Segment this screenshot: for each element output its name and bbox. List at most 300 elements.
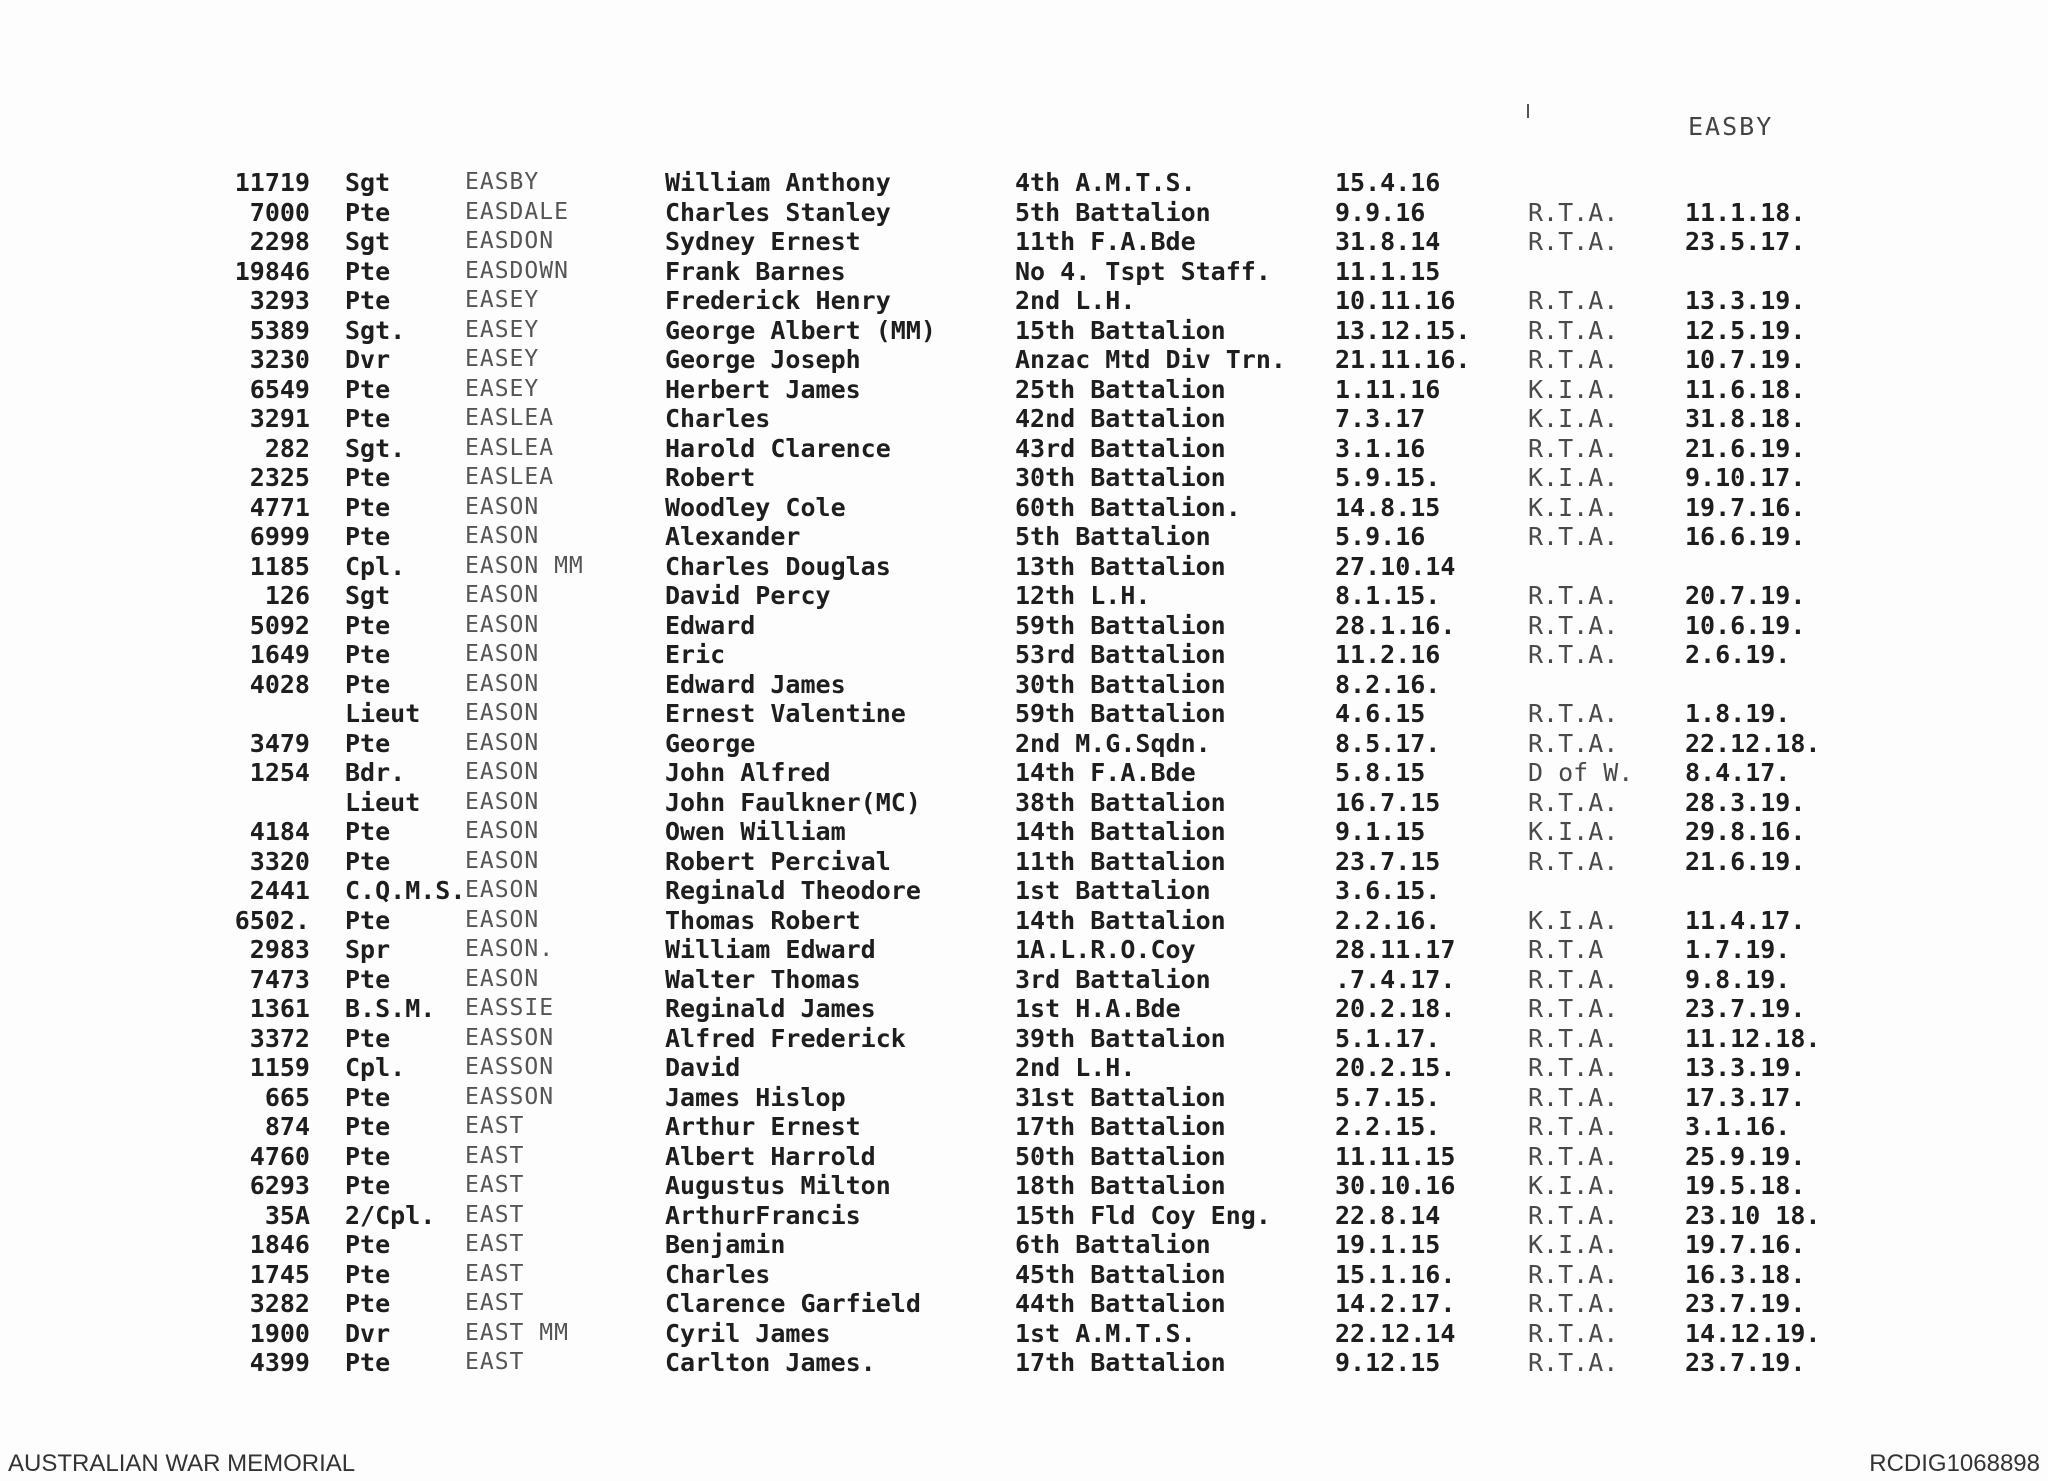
given-names: Augustus Milton — [665, 1171, 891, 1200]
enlistment-date: 27.10.14 — [1335, 551, 1456, 581]
surname: EASEY — [465, 316, 540, 343]
fate-date: 8.4.17. — [1685, 758, 1791, 787]
unit: 17th Battalion — [1015, 1112, 1226, 1141]
fate: R.T.A. — [1528, 1259, 1619, 1289]
rank: 2/Cpl. — [345, 1200, 436, 1230]
enlistment-date: 9.12.15 — [1335, 1348, 1441, 1377]
surname: EASSIE — [465, 995, 555, 1021]
rank: Pte — [345, 522, 391, 551]
service-number: 4760 — [249, 1141, 310, 1171]
service-number: 3282 — [249, 1289, 310, 1318]
service-number: 4028 — [249, 669, 310, 699]
given-names: James Hislop — [665, 1082, 846, 1112]
surname: EAST — [465, 1201, 525, 1228]
rank: Sgt. — [345, 433, 406, 463]
unit: 1st A.M.T.S. — [1015, 1318, 1196, 1348]
enlistment-date: 11.2.16 — [1335, 640, 1441, 669]
enlistment-date: 9.9.16 — [1335, 197, 1426, 227]
service-number: 282 — [264, 433, 310, 463]
fate-date: 23.5.17. — [1685, 227, 1806, 256]
surname: EASSON — [465, 1083, 555, 1110]
rank: Pte — [345, 905, 391, 935]
unit: 15th Fld Coy Eng. — [1015, 1200, 1271, 1230]
rank: Pte — [345, 964, 391, 994]
enlistment-date: 31.8.14 — [1335, 227, 1441, 256]
surname: EAST — [465, 1260, 525, 1287]
unit: Anzac Mtd Div Trn. — [1015, 345, 1286, 374]
service-number: 2983 — [249, 935, 310, 964]
surname: EASDOWN — [465, 257, 569, 284]
given-names: Alexander — [665, 522, 801, 551]
surname: EASON — [465, 523, 540, 549]
service-number: 4399 — [249, 1348, 310, 1377]
rank: Pte — [345, 1230, 391, 1259]
unit: 11th Battalion — [1015, 846, 1226, 876]
enlistment-date: 23.7.15 — [1335, 846, 1441, 876]
given-names: John Alfred — [665, 758, 831, 787]
surname: EASEY — [465, 346, 540, 372]
unit: 2nd L.H. — [1015, 1053, 1136, 1082]
surname: EASON — [465, 877, 540, 903]
unit: 25th Battalion — [1015, 374, 1226, 404]
given-names: Owen William — [665, 817, 846, 846]
surname: EASON — [465, 670, 540, 697]
surname: EASON — [465, 700, 540, 726]
service-number: 1846 — [249, 1230, 310, 1259]
rank: Pte — [345, 463, 391, 492]
surname: EASON — [465, 493, 540, 520]
unit: 31st Battalion — [1015, 1082, 1226, 1112]
given-names: Charles — [665, 404, 771, 433]
fate-date: 19.7.16. — [1685, 1230, 1806, 1259]
unit: 5th Battalion — [1015, 522, 1211, 551]
enlistment-date: 5.8.15 — [1335, 758, 1426, 787]
service-number: 2298 — [249, 227, 310, 256]
enlistment-date: 20.2.15. — [1335, 1053, 1456, 1082]
table-row — [0, 994, 2048, 1024]
enlistment-date: 7.3.17 — [1335, 404, 1426, 433]
enlistment-date: 15.1.16. — [1335, 1259, 1456, 1289]
given-names: Charles — [665, 1259, 771, 1289]
table-row — [0, 1083, 2048, 1113]
fate: K.I.A. — [1528, 1230, 1619, 1259]
fate-date: 29.8.16. — [1685, 817, 1806, 846]
given-names: Harold Clarence — [665, 433, 891, 463]
given-names: Woodley Cole — [665, 492, 846, 522]
surname: EASON — [465, 729, 540, 756]
table-row — [0, 758, 2048, 788]
fate: R.T.A. — [1528, 787, 1619, 817]
given-names: Albert Harrold — [665, 1141, 876, 1171]
rank: Pte — [345, 374, 391, 404]
service-number: 3372 — [249, 1023, 310, 1053]
rank: Pte — [345, 1112, 391, 1141]
fate: R.T.A. — [1528, 227, 1619, 256]
fate-date: 28.3.19. — [1685, 787, 1806, 817]
service-number: 3230 — [249, 345, 310, 374]
service-number: 6549 — [249, 374, 310, 404]
rank: Pte — [345, 1348, 391, 1377]
given-names: Benjamin — [665, 1230, 786, 1259]
given-names: Charles Stanley — [665, 197, 891, 227]
service-number: 19846 — [234, 256, 310, 286]
enlistment-date: .7.4.17. — [1335, 964, 1456, 994]
fate: R.T.A. — [1528, 581, 1619, 610]
footer-record-id: RCDIG1068898 — [1869, 1450, 2040, 1477]
fate: R.T.A. — [1528, 1200, 1619, 1230]
rank: Pte — [345, 1023, 391, 1053]
service-number: 1159 — [249, 1053, 310, 1082]
table-row — [0, 286, 2048, 316]
given-names: Reginald James — [665, 994, 876, 1023]
table-row — [0, 1260, 2048, 1290]
fate-date: 10.7.19. — [1685, 345, 1806, 374]
fate: R.T.A. — [1528, 1318, 1619, 1348]
service-number: 6999 — [249, 522, 310, 551]
enlistment-date: 13.12.15. — [1335, 315, 1471, 345]
given-names: David — [665, 1053, 741, 1082]
given-names: Ernest Valentine — [665, 699, 906, 728]
surname: EASON — [465, 847, 540, 874]
rank: Cpl. — [345, 1053, 406, 1082]
enlistment-date: 4.6.15 — [1335, 699, 1426, 728]
fate-date: 11.4.17. — [1685, 905, 1806, 935]
fate: K.I.A. — [1528, 463, 1619, 492]
surname: EASDALE — [465, 198, 569, 225]
table-row — [0, 1289, 2048, 1319]
enlistment-date: 19.1.15 — [1335, 1230, 1441, 1259]
fate-date: 11.6.18. — [1685, 374, 1806, 404]
pen-tick-mark — [1527, 104, 1529, 118]
unit: 43rd Battalion — [1015, 433, 1226, 463]
unit: 3rd Battalion — [1015, 964, 1211, 994]
given-names: ArthurFrancis — [665, 1200, 861, 1230]
surname: EASON. — [465, 936, 555, 962]
table-row — [0, 1230, 2048, 1260]
fate: R.T.A. — [1528, 610, 1619, 640]
service-number: 4771 — [249, 492, 310, 522]
surname: EASBY — [465, 169, 540, 195]
service-number: 3291 — [249, 404, 310, 433]
unit: 13th Battalion — [1015, 551, 1226, 581]
service-number: 1254 — [249, 758, 310, 787]
fate-date: 22.12.18. — [1685, 728, 1821, 758]
rank: Pte — [345, 1289, 391, 1318]
rank: Pte — [345, 256, 391, 286]
service-number: 7473 — [249, 964, 310, 994]
fate-date: 23.7.19. — [1685, 1348, 1806, 1377]
fate-date: 23.7.19. — [1685, 1289, 1806, 1318]
fate: R.T.A. — [1528, 1053, 1619, 1082]
given-names: Edward — [665, 610, 756, 640]
surname: EASLEA — [465, 434, 555, 461]
unit: No 4. Tspt Staff. — [1015, 256, 1271, 286]
service-number: 3479 — [249, 728, 310, 758]
given-names: Carlton James. — [665, 1348, 876, 1377]
fate: R.T.A. — [1528, 197, 1619, 227]
table-row — [0, 935, 2048, 965]
given-names: Frank Barnes — [665, 256, 846, 286]
service-number: 1900 — [249, 1318, 310, 1348]
unit: 11th F.A.Bde — [1015, 227, 1196, 256]
enlistment-date: 9.1.15 — [1335, 817, 1426, 846]
enlistment-date: 2.2.16. — [1335, 905, 1441, 935]
fate: R.T.A. — [1528, 964, 1619, 994]
enlistment-date: 5.1.17. — [1335, 1023, 1441, 1053]
fate-date: 21.6.19. — [1685, 433, 1806, 463]
fate: R.T.A. — [1528, 1289, 1619, 1318]
surname: EASSON — [465, 1054, 555, 1080]
fate: K.I.A. — [1528, 817, 1619, 846]
fate-date: 20.7.19. — [1685, 581, 1806, 610]
unit: 30th Battalion — [1015, 669, 1226, 699]
surname: EASON — [465, 641, 540, 667]
fate-date: 2.6.19. — [1685, 640, 1791, 669]
rank: Pte — [345, 846, 391, 876]
fate: R.T.A. — [1528, 286, 1619, 315]
surname: EAST — [465, 1231, 525, 1257]
rank: Lieut — [345, 699, 421, 728]
surname: EASEY — [465, 287, 540, 313]
fate: R.T.A. — [1528, 345, 1619, 374]
fate-date: 14.12.19. — [1685, 1318, 1821, 1348]
enlistment-date: 5.9.15. — [1335, 463, 1441, 492]
table-row — [0, 1201, 2048, 1231]
surname: EASON — [465, 759, 540, 785]
fate: R.T.A. — [1528, 1112, 1619, 1141]
table-row — [0, 581, 2048, 611]
surname: EASON — [465, 906, 540, 933]
fate-date: 19.7.16. — [1685, 492, 1806, 522]
rank: Pte — [345, 610, 391, 640]
rank: Pte — [345, 640, 391, 669]
given-names: George — [665, 728, 756, 758]
enlistment-date: 11.1.15 — [1335, 256, 1441, 286]
rank: Pte — [345, 1082, 391, 1112]
fate: D of W. — [1528, 758, 1634, 787]
given-names: Sydney Ernest — [665, 227, 861, 256]
service-number: 3293 — [249, 286, 310, 315]
fate: K.I.A. — [1528, 905, 1619, 935]
fate: R.T.A — [1528, 935, 1604, 964]
unit: 6th Battalion — [1015, 1230, 1211, 1259]
fate: K.I.A. — [1528, 374, 1619, 404]
rank: Pte — [345, 492, 391, 522]
table-row — [0, 345, 2048, 375]
enlistment-date: 5.7.15. — [1335, 1082, 1441, 1112]
rank: Pte — [345, 1141, 391, 1171]
fate: R.T.A. — [1528, 1141, 1619, 1171]
service-number: 4184 — [249, 817, 310, 846]
fate: R.T.A. — [1528, 846, 1619, 876]
table-row — [0, 198, 2048, 228]
service-number: 5389 — [249, 315, 310, 345]
surname: EASON — [465, 611, 540, 638]
surname: EASON MM — [465, 552, 584, 579]
given-names: John Faulkner(MC) — [665, 787, 921, 817]
unit: 44th Battalion — [1015, 1289, 1226, 1318]
table-row — [0, 463, 2048, 493]
enlistment-date: 28.1.16. — [1335, 610, 1456, 640]
enlistment-date: 30.10.16 — [1335, 1171, 1456, 1200]
given-names: Herbert James — [665, 374, 861, 404]
unit: 18th Battalion — [1015, 1171, 1226, 1200]
given-names: Cyril James — [665, 1318, 831, 1348]
given-names: William Edward — [665, 935, 876, 964]
fate-date: 19.5.18. — [1685, 1171, 1806, 1200]
table-row — [0, 1319, 2048, 1349]
fate-date: 9.10.17. — [1685, 463, 1806, 492]
rank: Pte — [345, 728, 391, 758]
service-number: 2325 — [249, 463, 310, 492]
service-number: 6502. — [234, 905, 310, 935]
service-number: 665 — [264, 1082, 310, 1112]
enlistment-date: 21.11.16. — [1335, 345, 1471, 374]
fate-date: 11.1.18. — [1685, 197, 1806, 227]
unit: 50th Battalion — [1015, 1141, 1226, 1171]
table-row — [0, 316, 2048, 346]
unit: 12th L.H. — [1015, 581, 1151, 610]
enlistment-date: 15.4.16 — [1335, 168, 1441, 197]
fate-date: 17.3.17. — [1685, 1082, 1806, 1112]
rank: Sgt — [345, 581, 391, 610]
given-names: Reginald Theodore — [665, 876, 921, 905]
surname: EASON — [465, 965, 540, 992]
unit: 1st Battalion — [1015, 876, 1211, 905]
surname: EAST — [465, 1113, 525, 1139]
table-row — [0, 906, 2048, 936]
rank: B.S.M. — [345, 994, 436, 1023]
unit: 59th Battalion — [1015, 699, 1226, 728]
unit: 17th Battalion — [1015, 1348, 1226, 1377]
rank: Pte — [345, 817, 391, 846]
unit: 4th A.M.T.S. — [1015, 168, 1196, 197]
surname: EAST — [465, 1349, 525, 1375]
given-names: Clarence Garfield — [665, 1289, 921, 1318]
table-row — [0, 493, 2048, 523]
given-names: Alfred Frederick — [665, 1023, 906, 1053]
unit: 14th F.A.Bde — [1015, 758, 1196, 787]
given-names: George Joseph — [665, 345, 861, 374]
fate-date: 10.6.19. — [1685, 610, 1806, 640]
table-row — [0, 375, 2048, 405]
table-row — [0, 699, 2048, 729]
fate: R.T.A. — [1528, 699, 1619, 728]
enlistment-date: 11.11.15 — [1335, 1141, 1456, 1171]
fate-date: 11.12.18. — [1685, 1023, 1821, 1053]
surname: EASON — [465, 788, 540, 815]
enlistment-date: 20.2.18. — [1335, 994, 1456, 1023]
rank: Pte — [345, 197, 391, 227]
fate-date: 23.10 18. — [1685, 1200, 1821, 1230]
given-names: Robert Percival — [665, 846, 891, 876]
fate: R.T.A. — [1528, 522, 1619, 551]
fate: R.T.A. — [1528, 640, 1619, 669]
table-row — [0, 965, 2048, 995]
table-row — [0, 1171, 2048, 1201]
rank: C.Q.M.S. — [345, 876, 466, 905]
service-number: 5092 — [249, 610, 310, 640]
unit: 15th Battalion — [1015, 315, 1226, 345]
surname: EASLEA — [465, 405, 555, 431]
nominal-roll-list — [0, 168, 2048, 1378]
table-row — [0, 847, 2048, 877]
surname: EAST — [465, 1172, 525, 1198]
enlistment-date: 10.11.16 — [1335, 286, 1456, 315]
enlistment-date: 8.1.15. — [1335, 581, 1441, 610]
given-names: William Anthony — [665, 168, 891, 197]
fate: K.I.A. — [1528, 404, 1619, 433]
unit: 1A.L.R.O.Coy — [1015, 935, 1196, 964]
table-row — [0, 611, 2048, 641]
fate: R.T.A. — [1528, 1082, 1619, 1112]
fate-date: 21.6.19. — [1685, 846, 1806, 876]
enlistment-date: 8.5.17. — [1335, 728, 1441, 758]
unit: 30th Battalion — [1015, 463, 1226, 492]
rank: Pte — [345, 286, 391, 315]
surname: EASEY — [465, 375, 540, 402]
table-row — [0, 168, 2048, 198]
service-number: 1745 — [249, 1259, 310, 1289]
surname: EASON — [465, 818, 540, 844]
fate: R.T.A. — [1528, 1348, 1619, 1377]
page-header-surname: EASBY — [1688, 112, 1774, 141]
rank: Pte — [345, 404, 391, 433]
fate: R.T.A. — [1528, 433, 1619, 463]
table-row — [0, 522, 2048, 552]
service-number: 3320 — [249, 846, 310, 876]
enlistment-date: 3.1.16 — [1335, 433, 1426, 463]
unit: 45th Battalion — [1015, 1259, 1226, 1289]
unit: 53rd Battalion — [1015, 640, 1226, 669]
fate: R.T.A. — [1528, 728, 1619, 758]
given-names: Robert — [665, 463, 756, 492]
enlistment-date: 5.9.16 — [1335, 522, 1426, 551]
table-row — [0, 670, 2048, 700]
fate-date: 13.3.19. — [1685, 286, 1806, 315]
enlistment-date: 2.2.15. — [1335, 1112, 1441, 1141]
service-number: 1185 — [249, 551, 310, 581]
fate: K.I.A. — [1528, 492, 1619, 522]
unit: 14th Battalion — [1015, 817, 1226, 846]
unit: 60th Battalion. — [1015, 492, 1241, 522]
service-number: 11719 — [234, 168, 310, 197]
service-number: 874 — [264, 1112, 310, 1141]
rank: Pte — [345, 669, 391, 699]
enlistment-date: 14.8.15 — [1335, 492, 1441, 522]
service-number: 1649 — [249, 640, 310, 669]
enlistment-date: 22.12.14 — [1335, 1318, 1456, 1348]
fate-date: 23.7.19. — [1685, 994, 1806, 1023]
fate-date: 1.7.19. — [1685, 935, 1791, 964]
table-row — [0, 640, 2048, 670]
surname: EASSON — [465, 1024, 555, 1051]
rank: Sgt — [345, 168, 391, 197]
given-names: George Albert (MM) — [665, 315, 936, 345]
given-names: Thomas Robert — [665, 905, 861, 935]
surname: EAST — [465, 1142, 525, 1169]
given-names: Charles Douglas — [665, 551, 891, 581]
unit: 39th Battalion — [1015, 1023, 1226, 1053]
fate-date: 12.5.19. — [1685, 315, 1806, 345]
fate-date: 3.1.16. — [1685, 1112, 1791, 1141]
fate-date: 25.9.19. — [1685, 1141, 1806, 1171]
table-row — [0, 729, 2048, 759]
unit: 2nd L.H. — [1015, 286, 1136, 315]
fate-date: 1.8.19. — [1685, 699, 1791, 728]
rank: Dvr — [345, 345, 391, 374]
enlistment-date: 14.2.17. — [1335, 1289, 1456, 1318]
